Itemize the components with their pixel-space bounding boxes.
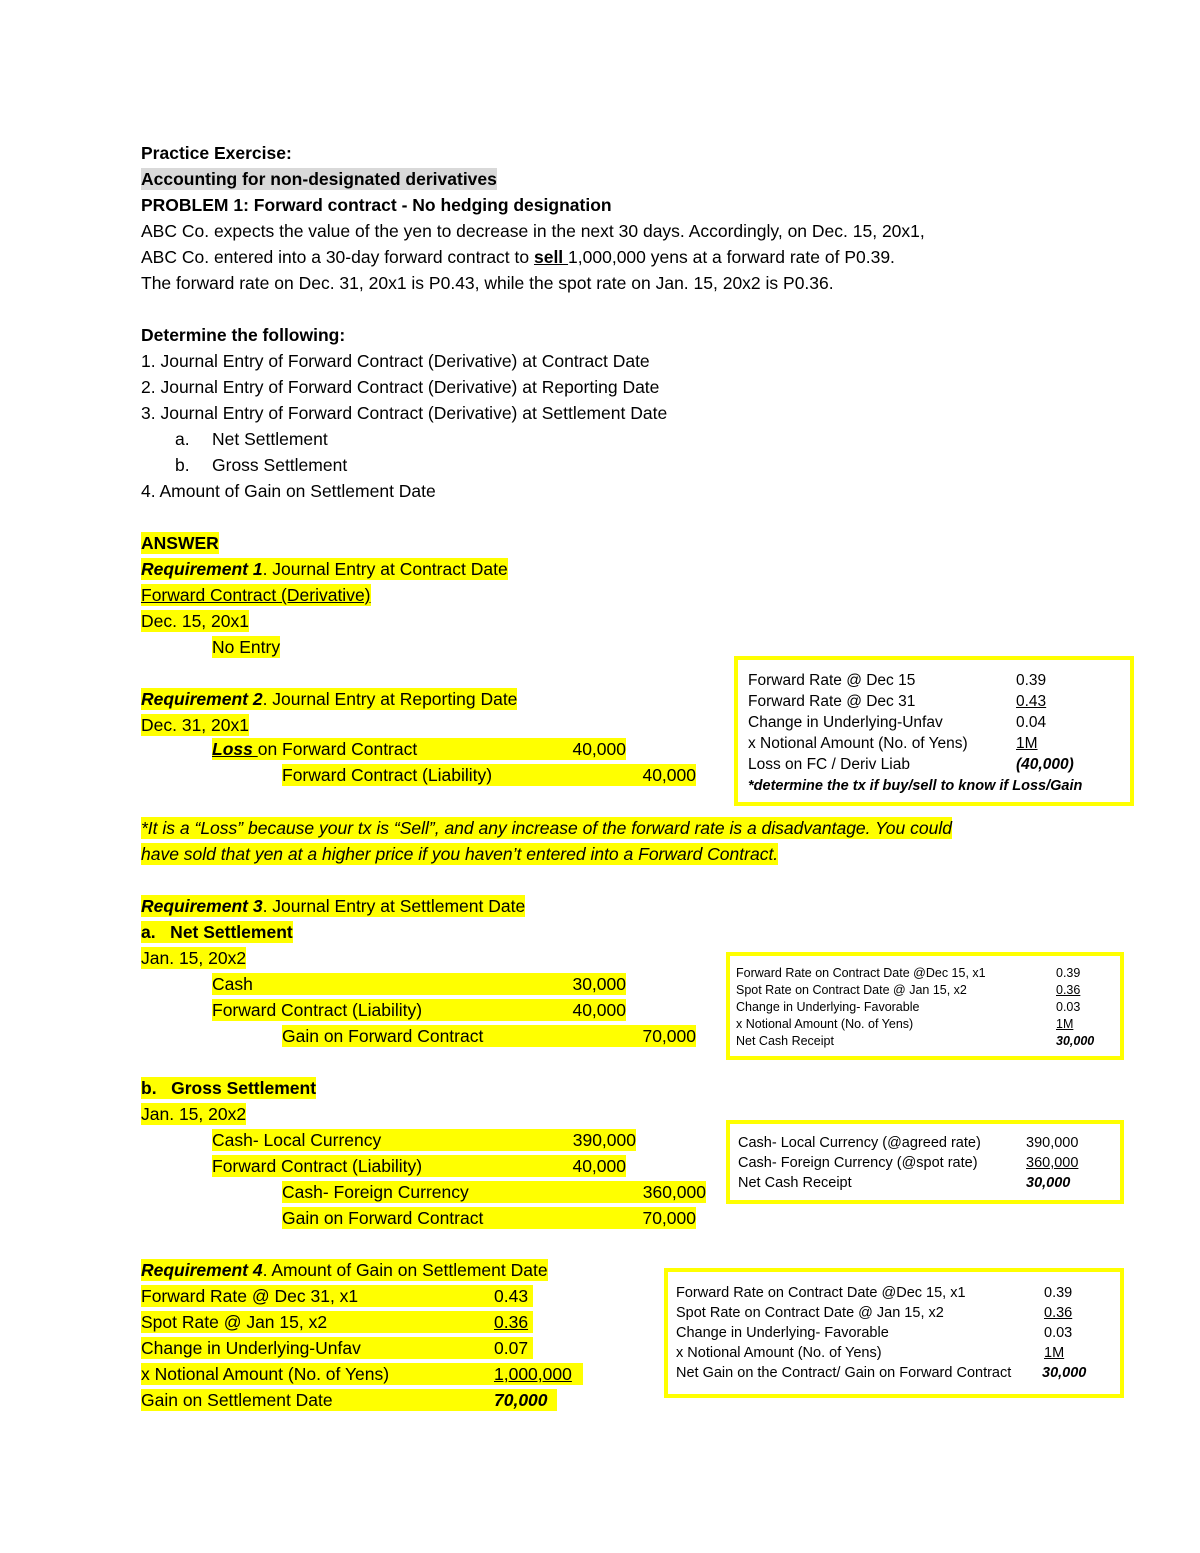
box3-row2-value: 360,000: [1026, 1155, 1079, 1171]
problem-text-2a: ABC Co. entered into a 30-day forward contract to: [141, 247, 534, 267]
determine-item-4: 4. Amount of Gain on Settlement Date: [141, 481, 436, 501]
box4-row1-value: 0.39: [1044, 1285, 1073, 1301]
req3-b-row2-account: Forward Contract (Liability): [212, 1156, 423, 1176]
determine-item-1: 1. Journal Entry of Forward Contract (Derivative) at Contract Date: [141, 351, 650, 371]
box1-row4-label: x Notional Amount (No. of Yens): [748, 735, 968, 752]
req3-b-row4-account: Gain on Forward Contract: [282, 1208, 484, 1228]
req3-a-row1-account: Cash: [212, 974, 253, 994]
req4-row3-label: Change in Underlying-Unfav: [141, 1338, 361, 1358]
req3-b-row1-account: Cash- Local Currency: [212, 1130, 382, 1150]
req1-rest: . Journal Entry at Contract Date: [262, 559, 508, 579]
box4-row2-label: Spot Rate on Contract Date @ Jan 15, x2: [676, 1305, 944, 1321]
req4-row2-value: 0.36: [494, 1312, 529, 1332]
req3-a-date: Jan. 15, 20x2: [141, 948, 247, 968]
box4-row4-label: x Notional Amount (No. of Yens): [676, 1345, 882, 1361]
box4-row5-value: 30,000: [1042, 1365, 1087, 1381]
req3-a-row2-debit: 40,000: [572, 1000, 626, 1020]
req2-debit-rest: on Forward Contract: [257, 739, 418, 759]
box2-row3-label: Change in Underlying- Favorable: [736, 1000, 920, 1014]
box4-row4-value: 1M: [1044, 1345, 1065, 1361]
box1-row5-label: Loss on FC / Deriv Liab: [748, 756, 910, 773]
box2-row4-label: x Notional Amount (No. of Yens): [736, 1017, 914, 1031]
req1-entry: No Entry: [212, 637, 281, 657]
req1-heading: [141, 558, 508, 580]
box4-row1-label: Forward Rate on Contract Date @Dec 15, x1: [676, 1285, 966, 1301]
box1-note: *determine the tx if buy/sell to know if Loss/Gain: [748, 778, 1083, 794]
box2-row3-value: 0.03: [1056, 1000, 1081, 1014]
req3-a-row1-debit: 30,000: [572, 974, 626, 994]
req2-debit-account: [212, 738, 417, 760]
req3-a-row3-credit: 70,000: [642, 1026, 696, 1046]
req4-row4-label: x Notional Amount (No. of Yens): [141, 1364, 390, 1384]
problem-heading: PROBLEM 1: Forward contract - No hedging designation: [141, 195, 612, 215]
req3-rest: . Journal Entry at Settlement Date: [262, 896, 526, 916]
subtitle: Accounting for non-designated derivatives: [141, 169, 497, 189]
req1-date: Dec. 15, 20x1: [141, 611, 249, 631]
gross-settlement-box: [726, 1120, 1124, 1204]
problem-text-1: ABC Co. expects the value of the yen to decrease in the next 30 days. Accordingly, on Dec. 15, 20x1,: [141, 221, 925, 241]
req3-b-row2-debit: 40,000: [572, 1156, 626, 1176]
determine-item-3: 3. Journal Entry of Forward Contract (Derivative) at Settlement Date: [141, 403, 668, 423]
box2-row2-label: Spot Rate on Contract Date @ Jan 15, x2: [736, 983, 967, 997]
box3-row1-value: 390,000: [1026, 1135, 1079, 1151]
determine-sub-a: Net Settlement: [212, 429, 328, 449]
req1-sub: Forward Contract (Derivative): [141, 585, 371, 605]
box1-row1-value: 0.39: [1016, 672, 1047, 689]
req4-row5-value: 70,000: [494, 1390, 548, 1410]
req3-label: Requirement 3: [141, 896, 263, 916]
box4-row5-label: Net Gain on the Contract/ Gain on Forward Contract: [676, 1365, 1012, 1381]
req4-row4-value: 1,000,000: [494, 1364, 572, 1384]
determine-sub-b-letter: b.: [175, 455, 190, 475]
req2-debit-amount: 40,000: [572, 739, 626, 759]
req3-b-label: b. Gross Settlement: [141, 1078, 317, 1098]
req2-note-1: *It is a “Loss” because your tx is “Sell”, and any increase of the forward rate is a disadvantage. You could: [141, 818, 952, 838]
box3-row3-label: Net Cash Receipt: [738, 1175, 852, 1191]
req4-row2-label: Spot Rate @ Jan 15, x2: [141, 1312, 328, 1332]
box2-row1-label: Forward Rate on Contract Date @Dec 15, x1: [736, 966, 986, 980]
box3-row2-label: Cash- Foreign Currency (@spot rate): [738, 1155, 978, 1171]
box2-row1-value: 0.39: [1056, 966, 1081, 980]
box3-row3-value: 30,000: [1026, 1175, 1071, 1191]
req4-rest: . Amount of Gain on Settlement Date: [262, 1260, 548, 1280]
req3-a-label: a. Net Settlement: [141, 922, 293, 942]
req2-credit-account: Forward Contract (Liability): [282, 765, 493, 785]
sell-keyword: sell: [533, 247, 569, 267]
req3-b-row1-debit: 390,000: [572, 1130, 636, 1150]
box1-row2-value: 0.43: [1016, 693, 1047, 710]
determine-sub-b: Gross Settlement: [212, 455, 348, 475]
req3-b-date: Jan. 15, 20x2: [141, 1104, 247, 1124]
req3-a-row3-account: Gain on Forward Contract: [282, 1026, 484, 1046]
req4-label: Requirement 4: [141, 1260, 263, 1280]
problem-text-3: The forward rate on Dec. 31, 20x1 is P0.43, while the spot rate on Jan. 15, 20x2 is P0.36.: [141, 273, 834, 293]
box1-row2-label: Forward Rate @ Dec 31: [748, 693, 916, 710]
page-title: Practice Exercise:: [141, 143, 292, 163]
net-settlement-box: [726, 952, 1124, 1060]
box4-row3-value: 0.03: [1044, 1325, 1073, 1341]
req4-heading: [141, 1259, 548, 1281]
box1-row4-value: 1M: [1016, 735, 1038, 752]
req2-rest: . Journal Entry at Reporting Date: [262, 689, 518, 709]
box2-row5-label: Net Cash Receipt: [736, 1034, 834, 1048]
box1-row3-label: Change in Underlying-Unfav: [748, 714, 943, 731]
req3-b-row3-account: Cash- Foreign Currency: [282, 1182, 469, 1202]
loss-keyword: Loss: [212, 739, 258, 759]
answer-heading: ANSWER: [141, 533, 219, 553]
req3-heading: [141, 895, 525, 917]
box1-row1-label: Forward Rate @ Dec 15: [748, 672, 916, 689]
req3-b-row4-credit: 70,000: [642, 1208, 696, 1228]
req4-row1-value: 0.43: [494, 1286, 529, 1306]
box2-row4-value: 1M: [1056, 1017, 1074, 1031]
req2-credit-amount: 40,000: [642, 765, 696, 785]
req2-heading: [141, 688, 517, 710]
req2-note-2: have sold that yen at a higher price if you haven’t entered into a Forward Contract.: [141, 844, 779, 864]
req2-date: Dec. 31, 20x1: [141, 715, 249, 735]
req4-row1-label: Forward Rate @ Dec 31, x1: [141, 1286, 359, 1306]
req4-row5-label: Gain on Settlement Date: [141, 1390, 333, 1410]
box2-row5-value: 30,000: [1056, 1034, 1095, 1048]
box4-row2-value: 0.36: [1044, 1305, 1073, 1321]
problem-text-2c: 1,000,000 yens at a forward rate of P0.39.: [568, 247, 895, 267]
determine-item-2: 2. Journal Entry of Forward Contract (Derivative) at Reporting Date: [141, 377, 660, 397]
box1-row3-value: 0.04: [1016, 714, 1047, 731]
req2-label: Requirement 2: [141, 689, 263, 709]
box4-row3-label: Change in Underlying- Favorable: [676, 1325, 889, 1341]
box1-row5-value: (40,000): [1016, 756, 1074, 773]
determine-sub-a-letter: a.: [175, 429, 190, 449]
req1-label: Requirement 1: [141, 559, 263, 579]
req3-a-row2-account: Forward Contract (Liability): [212, 1000, 423, 1020]
req4-row3-value: 0.07: [494, 1338, 529, 1358]
problem-text-2: [141, 246, 895, 268]
gain-summary-box: [664, 1268, 1124, 1398]
determine-heading: Determine the following:: [141, 325, 346, 345]
loss-computation-box: [734, 656, 1134, 806]
box3-row1-label: Cash- Local Currency (@agreed rate): [738, 1135, 981, 1151]
req3-b-row3-credit: 360,000: [642, 1182, 706, 1202]
box2-row2-value: 0.36: [1056, 983, 1081, 997]
